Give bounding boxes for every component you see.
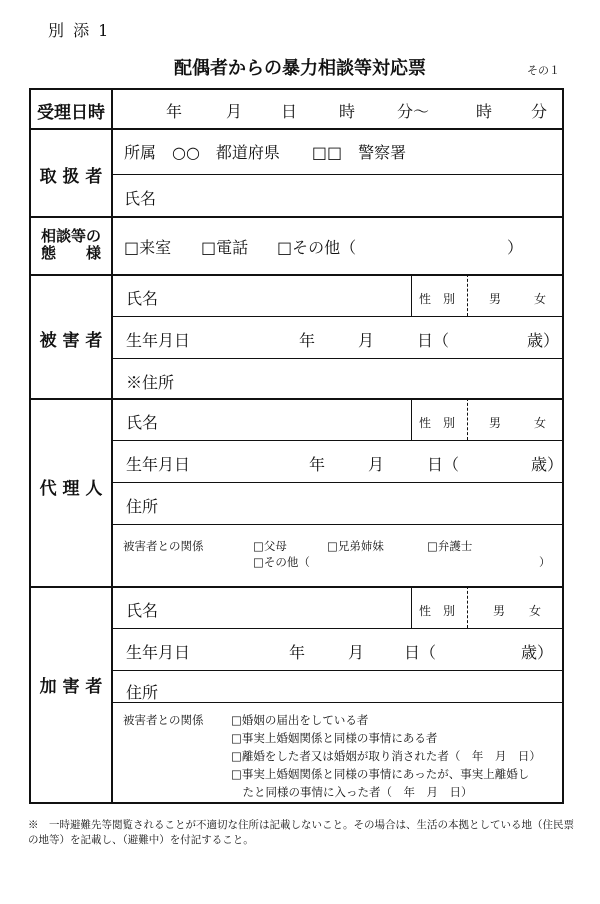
agent-relation-parent: □父母 [253,539,287,553]
offender-relation-option: □事実上婚姻関係と同様の事情にある者 [231,731,438,745]
offender-address-label: 住所 [126,683,159,702]
agent-birth-day: 日（ [427,455,460,474]
reception-month: 月 [226,102,243,121]
agent-birth-month: 月 [368,455,385,474]
victim-name-label: 氏名 [126,289,159,308]
section-divider [31,398,562,400]
offender-birth-year: 年 [289,643,306,662]
victim-sex-label: 性 別 [419,292,456,306]
victim-address-label: ※住所 [126,373,175,392]
victim-birth-label: 生年月日 [126,331,191,350]
sex-cell-divider [411,274,412,316]
reception-day: 日 [281,102,298,121]
row-divider [111,628,562,629]
reception-year: 年 [166,102,183,121]
offender-sex-female: 女 [529,604,542,618]
sex-cell-divider [411,586,412,628]
agent-address-label: 住所 [126,497,159,516]
offender-sex-label: 性 別 [419,604,456,618]
offender-birth-label: 生年月日 [126,643,191,662]
victim-birth-year: 年 [299,331,316,350]
section-divider [31,216,562,218]
sex-cell-dash [467,586,468,628]
mode-phone-checkbox: □電話 [201,238,249,257]
reception-minute-from: 分～ [397,102,430,121]
agent-sex-male: 男 [489,416,502,430]
reception-minute-to: 分 [531,102,548,121]
agent-relation-label: 被害者との関係 [123,539,204,553]
row-divider [111,316,562,317]
handler-label: 取 扱 者 [39,167,103,187]
handler-name-label: 氏名 [124,189,157,208]
victim-birth-day: 日（ [417,331,450,350]
footnote: ※ 一時避難先等閲覧されることが不適切な住所は記載しないこと。その場合は、生活の本拠としている地（住民票の地等）を記載し、（避難中）を付記すること。 [28,819,574,846]
row-divider [111,358,562,359]
offender-relation-option: □婚姻の届出をしている者 [231,713,369,727]
offender-sex-male: 男 [493,604,506,618]
agent-name-label: 氏名 [126,413,159,432]
agent-birth-label: 生年月日 [126,455,191,474]
victim-age: 歳） [527,331,560,350]
agent-relation-sibling: □兄弟姉妹 [327,539,384,553]
offender-birth-day: 日（ [404,643,437,662]
consultation-form [29,88,564,804]
agent-sex-label: 性 別 [419,416,456,430]
section-divider [31,274,562,276]
victim-birth-month: 月 [358,331,375,350]
reception-hour-to: 時 [476,102,493,121]
page-label: その１ [527,64,560,77]
label-column-divider [111,90,113,802]
sex-cell-dash [467,398,468,440]
mode-other-close: ） [507,238,524,257]
sex-cell-divider [411,398,412,440]
offender-label: 加 害 者 [39,677,103,697]
mode-label [31,228,111,262]
victim-sex-male: 男 [489,292,502,306]
attachment-label: 別 添 1 [48,21,111,40]
offender-relation-label: 被害者との関係 [123,713,204,727]
offender-relation-option: たと同様の事情に入った者（ 年 月 日） [231,785,473,799]
agent-relation-lawyer: □弁護士 [427,539,473,553]
form-title: 配偶者からの暴力相談等対応票 [174,58,426,79]
mode-visit-checkbox: □来室 [124,238,172,257]
mode-other-checkbox: □その他（ [277,238,357,257]
row-divider [111,524,562,525]
offender-name-label: 氏名 [126,601,159,620]
mode-label-line2: 態 様 [40,244,101,262]
sex-cell-dash [467,274,468,316]
row-divider [111,482,562,483]
offender-birth-month: 月 [348,643,365,662]
agent-label: 代 理 人 [39,479,103,499]
offender-age: 歳） [521,643,554,662]
row-divider [111,670,562,671]
row-divider [111,702,562,703]
section-divider [31,128,562,130]
offender-relation-option: □事実上婚姻関係と同様の事情にあったが、事実上離婚し [231,767,530,781]
victim-label: 被 害 者 [39,331,103,351]
victim-sex-female: 女 [534,292,547,306]
agent-age: 歳） [531,455,564,474]
section-divider [31,586,562,588]
reception-label: 受理日時 [37,103,105,123]
agent-birth-year: 年 [309,455,326,474]
mode-label-line1: 相談等の [40,227,101,245]
reception-hour: 時 [339,102,356,121]
agent-sex-female: 女 [534,416,547,430]
row-divider [111,440,562,441]
handler-affiliation: 所属 ○○ 都道府県 □□ 警察署 [124,143,407,162]
row-divider [111,174,562,175]
agent-relation-other: □その他（ [253,555,310,569]
offender-relation-option: □離婚をした者又は婚姻が取り消された者（ 年 月 日） [231,749,541,763]
agent-relation-other-close: ） [539,555,551,569]
